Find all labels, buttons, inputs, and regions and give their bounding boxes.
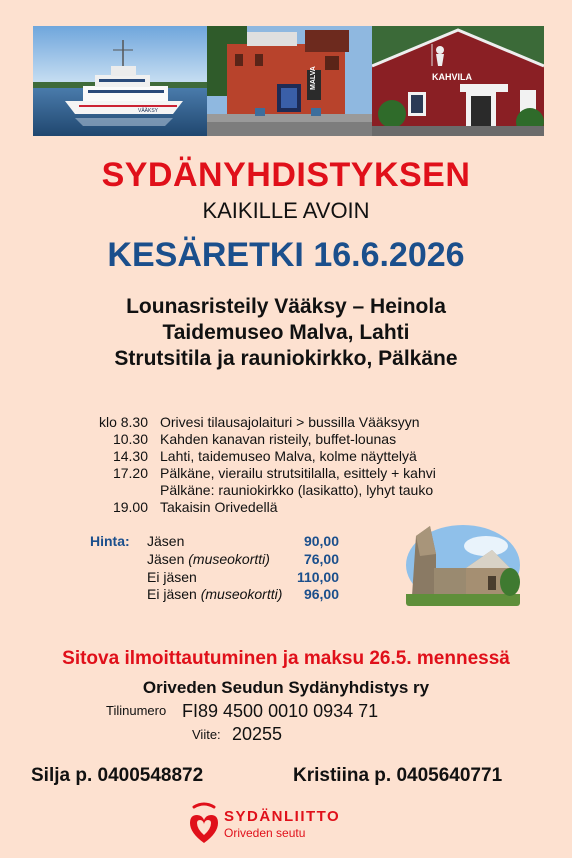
event-subtitle: KAIKILLE AVOIN xyxy=(202,198,370,223)
logo-name: SYDÄNLIITTO xyxy=(224,808,341,825)
schedule-time: 19.00 xyxy=(112,499,148,515)
church-photo xyxy=(406,524,520,606)
price-label: Hinta: xyxy=(90,533,130,549)
schedule-text: Kahden kanavan risteily, buffet-lounas xyxy=(160,431,397,447)
event-title-organizer: SYDÄNYHDISTYKSEN xyxy=(101,156,471,194)
schedule-text: Pälkäne, vierailu strutsitilalla, esittely + kahvi xyxy=(160,465,436,481)
price-value: 110,00 xyxy=(296,569,339,585)
price-value: 76,00 xyxy=(303,551,339,567)
event-title-date: KESÄRETKI 16.6.2026 xyxy=(107,236,465,274)
destination-line: Taidemuseo Malva, Lahti xyxy=(162,321,410,344)
cafe-photo xyxy=(372,26,544,136)
organization-name: Oriveden Seudun Sydänyhdistys ry xyxy=(142,678,430,697)
destination-line: Lounasristeily Vääksy – Heinola xyxy=(126,295,446,318)
schedule-text: Lahti, taidemuseo Malva, kolme näyttelyä xyxy=(160,448,417,464)
price-note: (museokortti) xyxy=(200,586,283,602)
museum-photo xyxy=(207,26,372,136)
schedule-text: Takaisin Orivedellä xyxy=(160,499,278,515)
account-number: FI89 4500 0010 0934 71 xyxy=(182,701,379,721)
schedule-text: Orivesi tilausajolaituri > bussilla Vääksyyn xyxy=(160,414,420,430)
price-note: (museokortti) xyxy=(188,551,270,567)
cafe-sign-label: KAHVILA xyxy=(432,72,472,82)
price-name: Jäsen xyxy=(147,533,185,549)
schedule-time: klo 8.30 xyxy=(98,414,148,430)
price-value: 90,00 xyxy=(303,533,339,549)
price-name: Jäsen xyxy=(147,551,189,567)
reference-label: Viite: xyxy=(192,727,221,742)
heart-icon xyxy=(186,801,222,846)
museum-sign-label: MALVA xyxy=(310,66,317,90)
price-name: Ei jäsen xyxy=(147,586,201,602)
account-label: Tilinumero xyxy=(106,703,167,718)
destination-line: Strutsitila ja rauniokirkko, Pälkäne xyxy=(114,347,458,370)
price-value: 96,00 xyxy=(303,586,339,602)
logo-subtitle: Oriveden seutu xyxy=(224,826,306,840)
schedule-time: 17.20 xyxy=(112,465,148,481)
photo-strip xyxy=(33,26,544,136)
schedule-time: 10.30 xyxy=(112,431,148,447)
price-name: Ei jäsen xyxy=(147,569,197,585)
ship-photo xyxy=(33,26,207,136)
registration-deadline: Sitova ilmoittautuminen ja maksu 26.5. mennessä xyxy=(62,648,510,669)
reference-number: 20255 xyxy=(232,724,283,744)
contact-phone: Silja p. 0400548872 xyxy=(31,765,204,786)
ship-name-label: VÄÄKSY xyxy=(138,108,159,114)
schedule-time: 14.30 xyxy=(112,448,148,464)
schedule-text: Pälkäne: rauniokirkko (lasikatto), lyhyt tauko xyxy=(160,482,434,498)
contact-phone: Kristiina p. 0405640771 xyxy=(293,765,503,786)
